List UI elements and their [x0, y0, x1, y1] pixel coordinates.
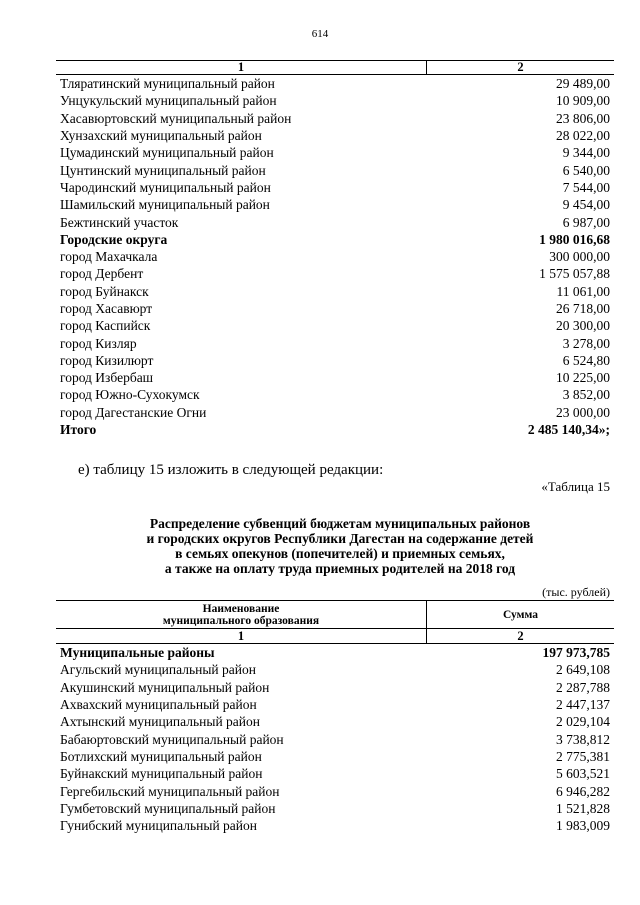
table-header-row [56, 601, 614, 629]
row-value: 10 225,00 [556, 370, 610, 386]
row-name: город Южно-Сухокумск [60, 387, 200, 403]
table-row [56, 248, 614, 265]
table-row [56, 144, 614, 161]
title-line: в семьях опекунов (попечителей) и приемных семьях, [175, 546, 505, 561]
row-value: 2 287,788 [556, 679, 610, 695]
title-line: а также на оплату труда приемных родителей на 2018 год [164, 561, 516, 576]
row-name: Городские округа [60, 231, 168, 247]
row-name: Ахвахский муниципальный район [60, 697, 257, 713]
table-row [56, 644, 614, 662]
table-row [56, 782, 614, 799]
table-title [80, 516, 600, 576]
table-continuation [56, 60, 614, 438]
row-value: 23 000,00 [556, 404, 610, 420]
row-value: 2 447,137 [556, 697, 610, 713]
row-name: город Кизилюрт [60, 352, 154, 368]
row-value: 1 980 016,68 [539, 231, 610, 247]
table-row [56, 283, 614, 300]
table-header-row [56, 61, 614, 75]
row-value: 2 485 140,34»; [527, 422, 610, 438]
units-label: (тыс. рублей) [542, 585, 610, 599]
table-row [56, 421, 614, 438]
row-name: Шамильский муниципальный район [60, 197, 270, 213]
table-row [56, 713, 614, 730]
row-value: 29 489,00 [556, 76, 610, 92]
row-value: 197 973,785 [542, 645, 610, 661]
row-name: Ахтынский муниципальный район [60, 714, 260, 730]
column-number-1: 1 [56, 629, 427, 644]
row-name: Акушинский муниципальный район [60, 679, 270, 695]
row-value: 3 278,00 [562, 335, 610, 351]
table-row [56, 748, 614, 765]
table-row [56, 213, 614, 230]
row-name: Бабаюртовский муниципальный район [60, 731, 284, 747]
row-value: 23 806,00 [556, 110, 610, 126]
row-value: 7 544,00 [562, 179, 610, 195]
table-row [56, 661, 614, 678]
column-header-sum: Сумма [427, 601, 615, 629]
table-row [56, 730, 614, 747]
table-row [56, 679, 614, 696]
table-row [56, 127, 614, 144]
table-row [56, 179, 614, 196]
table-row [56, 369, 614, 386]
row-name: Муниципальные районы [60, 645, 215, 661]
title-line: Распределение субвенций бюджетам муниципальных районов [149, 516, 531, 531]
row-value: 2 775,381 [556, 748, 610, 764]
row-name: Хунзахский муниципальный район [60, 128, 262, 144]
row-name: город Дагестанские Огни [60, 404, 207, 420]
row-name: город Буйнакск [60, 283, 149, 299]
row-value: 300 000,00 [549, 249, 610, 265]
table-row [56, 231, 614, 248]
row-value: 11 061,00 [556, 283, 610, 299]
row-name: город Дербент [60, 266, 144, 282]
row-value: 1 983,009 [556, 818, 610, 834]
row-value: 26 718,00 [556, 301, 610, 316]
table-row [56, 800, 614, 817]
amendment-instruction: е) таблицу 15 изложить в следующей редакции: [78, 462, 384, 478]
row-name: Тляратинский муниципальный район [60, 76, 275, 92]
row-value: 6 540,00 [562, 162, 610, 178]
table-row [56, 352, 614, 369]
column-header-name-line: Наименование [202, 602, 280, 615]
row-value: 5 603,521 [556, 766, 610, 782]
table-row [56, 161, 614, 178]
subvention-table [56, 600, 614, 834]
row-value: 6 946,282 [556, 783, 610, 799]
column-number-1: 1 [56, 61, 427, 75]
row-name: город Хасавюрт [60, 301, 153, 316]
row-value: 2 649,108 [556, 662, 610, 678]
table-row [56, 765, 614, 782]
row-name: Агульский муниципальный район [60, 662, 256, 678]
row-value: 2 029,104 [556, 714, 610, 730]
row-value: 9 344,00 [562, 145, 610, 161]
row-value: 1 575 057,88 [539, 266, 610, 282]
table-row [56, 334, 614, 351]
table-row [56, 110, 614, 127]
table-row [56, 265, 614, 282]
title-line: и городских округов Республики Дагестан на содержание детей [146, 531, 534, 546]
row-value: 1 521,828 [556, 800, 610, 816]
column-number-2: 2 [427, 629, 615, 644]
row-name: Буйнакский муниципальный район [60, 766, 263, 782]
row-name: Ботлихский муниципальный район [60, 748, 262, 764]
column-header-name [56, 601, 427, 629]
table-row [56, 404, 614, 421]
table-row [56, 196, 614, 213]
column-header-name-line: муниципального образования [162, 614, 320, 627]
row-name: Цунтинский муниципальный район [60, 162, 266, 178]
row-name: город Избербаш [60, 370, 154, 386]
table-header-numbers-row [56, 629, 614, 644]
row-name: Цумадинский муниципальный район [60, 145, 274, 161]
table-row [56, 92, 614, 109]
row-name: Унцукульский муниципальный район [60, 93, 277, 109]
row-value: 28 022,00 [556, 128, 610, 144]
row-name: Итого [60, 422, 97, 438]
row-name: Гумбетовский муниципальный район [60, 800, 276, 816]
row-value: 10 909,00 [556, 93, 610, 109]
page-number: 614 [311, 28, 329, 40]
table-number-label: «Таблица 15 [541, 479, 610, 494]
table-body [56, 644, 614, 835]
row-name: город Кизляр [60, 335, 137, 351]
row-value: 6 524,80 [562, 352, 610, 368]
table-row [56, 300, 614, 317]
column-number-2: 2 [427, 61, 615, 75]
row-value: 9 454,00 [562, 197, 610, 213]
row-name: город Каспийск [60, 318, 151, 334]
table-row [56, 317, 614, 334]
row-name: Бежтинский участок [60, 214, 179, 230]
row-name: Гергебильский муниципальный район [60, 783, 280, 799]
row-value: 20 300,00 [556, 318, 610, 334]
table-row [56, 817, 614, 834]
row-name: Хасавюртовский муниципальный район [60, 110, 292, 126]
row-name: Гунибский муниципальный район [60, 818, 257, 834]
row-value: 3 738,812 [556, 731, 610, 747]
table-row [56, 75, 614, 93]
table-row [56, 696, 614, 713]
table-body [56, 75, 614, 439]
row-name: Чародинский муниципальный район [60, 179, 271, 195]
row-value: 6 987,00 [562, 214, 610, 230]
row-value: 3 852,00 [562, 387, 610, 403]
row-name: город Махачкала [60, 249, 158, 265]
table-row [56, 386, 614, 403]
